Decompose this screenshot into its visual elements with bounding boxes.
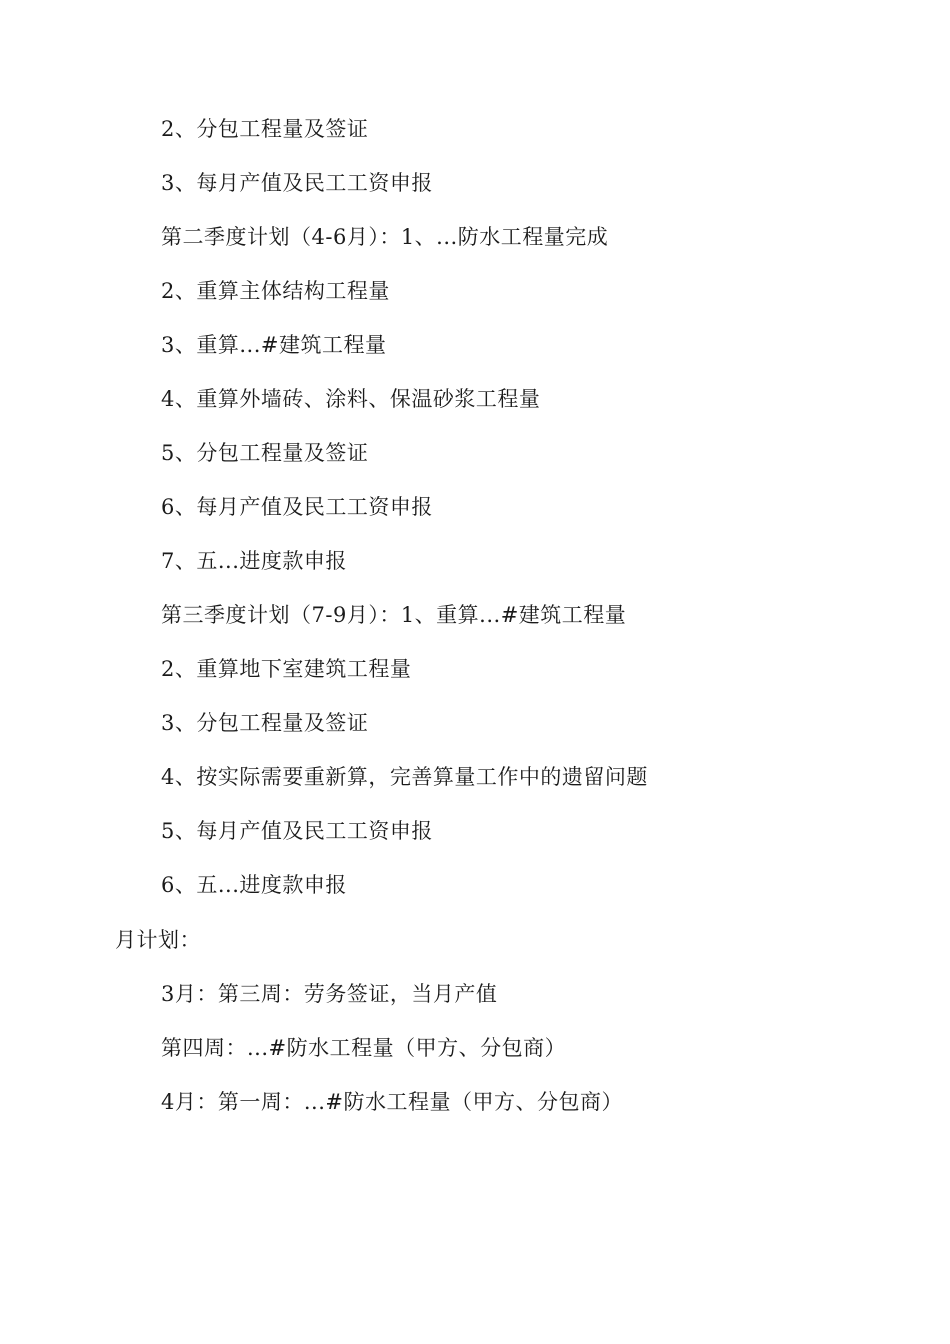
text-line: 2、重算主体结构工程量 xyxy=(161,279,390,303)
text-line: 3月：第三周：劳务签证，当月产值 xyxy=(161,982,498,1006)
text-line: 第三季度计划（7-9月）：1、重算...#建筑工程量 xyxy=(161,603,627,627)
text-line: 7、五...进度款申报 xyxy=(161,549,347,573)
text-line: 4、重算外墙砖、涂料、保温砂浆工程量 xyxy=(161,387,541,411)
text-line: 2、重算地下室建筑工程量 xyxy=(161,657,412,681)
text-line: 3、重算...#建筑工程量 xyxy=(161,333,387,357)
text-line: 3、分包工程量及签证 xyxy=(161,711,369,735)
text-line: 4、按实际需要重新算，完善算量工作中的遗留问题 xyxy=(161,765,648,789)
section-heading: 月计划： xyxy=(115,928,201,952)
text-line: 第二季度计划（4-6月）：1、...防水工程量完成 xyxy=(161,225,609,249)
text-line: 6、每月产值及民工工资申报 xyxy=(161,495,433,519)
text-line: 5、分包工程量及签证 xyxy=(161,441,369,465)
text-line: 第四周：...#防水工程量（甲方、分包商） xyxy=(161,1036,567,1060)
text-line: 6、五...进度款申报 xyxy=(161,873,347,897)
text-line: 4月：第一周：...#防水工程量（甲方、分包商） xyxy=(161,1090,623,1114)
text-line: 5、每月产值及民工工资申报 xyxy=(161,819,433,843)
text-line: 2、分包工程量及签证 xyxy=(161,117,369,141)
text-line: 3、每月产值及民工工资申报 xyxy=(161,171,433,195)
